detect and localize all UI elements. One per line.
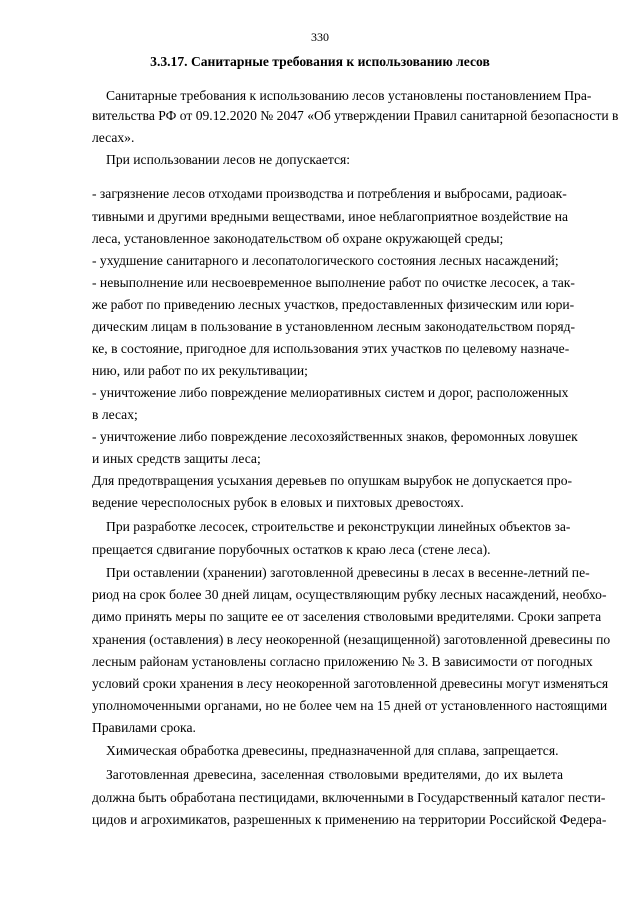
list-line: в лесах; xyxy=(92,407,138,422)
text-line: При разработке лесосек, строительстве и реконструкции линейных объектов за- xyxy=(106,519,571,534)
text-line: хранения (оставления) в лесу неокоренной (незащищенной) заготовленной древесины по xyxy=(92,632,611,647)
list-line: - невыполнение или несвоевременное выполнение работ по очистке лесосек, а так- xyxy=(92,275,575,290)
text-line: При оставлении (хранении) заготовленной древесины в лесах в весенне-летний пе- xyxy=(106,565,590,580)
list-line: леса, установленное законодательством об охране окружающей среды; xyxy=(92,231,504,246)
page-number: 330 xyxy=(311,30,329,44)
text-line: цидов и агрохимикатов, разрешенных к применению на территории Российской Федера- xyxy=(92,812,607,827)
text-line: При использовании лесов не допускается: xyxy=(106,152,351,167)
list-line: - уничтожение либо повреждение лесохозяйственных знаков, феромонных ловушек xyxy=(92,429,578,444)
text-line: Химическая обработка древесины, предназначенной для сплава, запрещается. xyxy=(106,743,559,758)
text-line: риод на срок более 30 дней лицам, осуществляющим рубку лесных насаждений, необхо- xyxy=(92,587,607,602)
text-line: Правилами срока. xyxy=(92,720,196,735)
text-line: вительства РФ от 09.12.2020 № 2047 «Об утверждении Правил санитарной безопасности в xyxy=(92,108,619,123)
text-line: Заготовленная древесина, заселенная стволовыми вредителями, до их вылета xyxy=(106,767,563,782)
text-line: димо принять меры по защите ее от заселения стволовыми вредителями. Сроки запрета xyxy=(92,609,602,624)
text-line: Санитарные требования к использованию лесов установлены постановлением Пра- xyxy=(106,88,592,103)
list-line: - ухудшение санитарного и лесопатологического состояния лесных насаждений; xyxy=(92,253,559,268)
text-line: условий сроки хранения в лесу неокоренной заготовленной древесины могут изменяться xyxy=(92,676,609,691)
list-line: ке, в состояние, пригодное для использования этих участков по целевому назначе- xyxy=(92,341,570,356)
text-line: лесным районам установлены согласно приложению № 3. В зависимости от погодных xyxy=(92,654,593,669)
list-line: тивными и другими вредными веществами, иное неблагоприятное воздействие на xyxy=(92,209,569,224)
text-line: уполномоченными органами, но не более чем на 15 дней от установленного настоящими xyxy=(92,698,608,713)
list-line: же работ по приведению лесных участков, предоставленных физическим или юри- xyxy=(92,297,575,312)
text-line: должна быть обработана пестицидами, включенными в Государственный каталог пести- xyxy=(92,790,606,805)
text-line: ведение чересполосных рубок в еловых и пихтовых древостоях. xyxy=(92,495,464,510)
list-line: дическим лицам в пользование в установленном лесным законодательством поряд- xyxy=(92,319,576,334)
text-line: прещается сдвигание порубочных остатков к краю леса (стене леса). xyxy=(92,542,491,557)
list-line: - загрязнение лесов отходами производства и потребления и выбросами, радиоак- xyxy=(92,186,567,201)
list-line: и иных средств защиты леса; xyxy=(92,451,261,466)
text-line: лесах». xyxy=(92,130,135,145)
text-line: Для предотвращения усыхания деревьев по опушкам вырубок не допускается про- xyxy=(92,473,573,488)
list-line: - уничтожение либо повреждение мелиоративных систем и дорог, расположенных xyxy=(92,385,569,400)
section-title: 3.3.17. Санитарные требования к использованию лесов xyxy=(150,54,490,69)
list-line: нию, или работ по их рекультивации; xyxy=(92,363,308,378)
